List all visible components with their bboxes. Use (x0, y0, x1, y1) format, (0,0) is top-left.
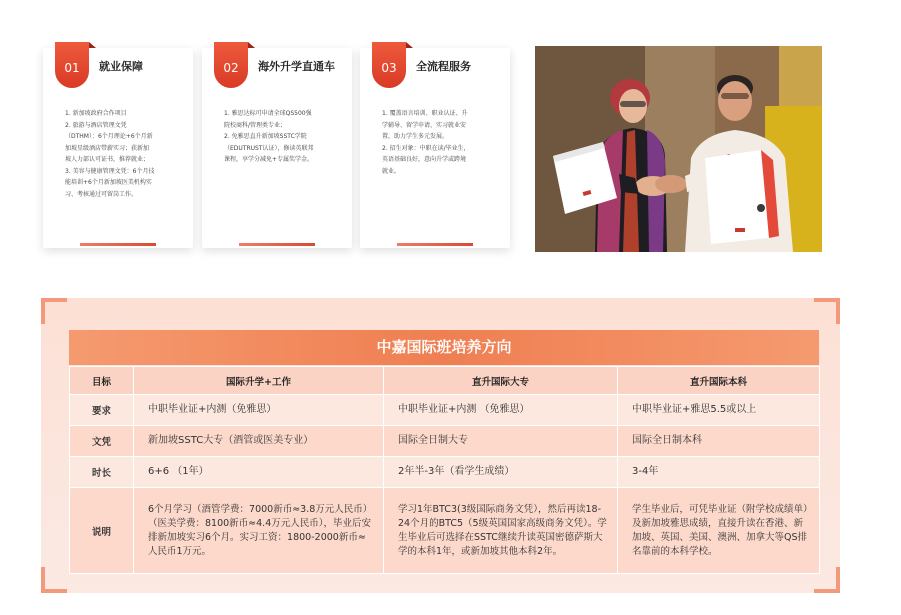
frame-corner-top-left (41, 298, 67, 324)
badge-fold (89, 42, 96, 48)
card-line: 院校商科/管理类专业； (224, 121, 287, 129)
program-direction-table (69, 366, 820, 574)
header-diploma: 直升国际大专 (384, 367, 618, 395)
feature-card-employment (43, 48, 193, 248)
card-line: 2. 免雅思直升新加坡SSTC学院 (224, 133, 307, 140)
table-cell: 2年半-3年（看学生成绩） (384, 457, 618, 488)
row-label: 时长 (70, 457, 134, 488)
card-line: 课程，享学分减免+专属奖学金。 (224, 156, 314, 163)
handshake-photo (535, 46, 822, 252)
row-label: 文凭 (70, 426, 134, 457)
card-line: 1. 新加坡政府合作项目 (65, 110, 127, 117)
card-line: 习、考核通过可留岗工作。 (65, 190, 138, 198)
row-label: 说明 (70, 488, 134, 574)
card-line: 英语基础良好，意向升学或跨境 (382, 156, 467, 163)
card-line: 2. 招生对象：中职在读/毕业生， (382, 144, 470, 152)
feature-card-full-service (360, 48, 510, 248)
feature-card-overseas-study (202, 48, 352, 248)
card-line: 1. 雅思达标可申请全球QS500强 (224, 110, 312, 117)
table-cell: 国际全日制本科 (618, 426, 820, 457)
header-study-work: 国际升学+工作 (134, 367, 384, 395)
card-line: （DTHM）：6个月理论+6个月新 (65, 133, 153, 140)
card-line: （EDUTRUST认证），修读英联邦 (224, 144, 314, 152)
card-bottom-bar (397, 243, 473, 246)
table-cell: 中职毕业证+内测（免雅思） (134, 395, 384, 426)
header-bachelor: 直升国际本科 (618, 367, 820, 395)
table-row (70, 457, 820, 488)
frame-corner-bottom-left (41, 567, 67, 593)
card-line: 学辅导、留学申请、实习就业安 (382, 121, 467, 129)
table-row (70, 426, 820, 457)
table-cell: 3-4年 (618, 457, 820, 488)
table-cell: 中职毕业证+雅思5.5或以上 (618, 395, 820, 426)
header-goal: 目标 (70, 367, 134, 395)
card-line: 就业。 (382, 167, 401, 175)
card-title: 就业保障 (99, 60, 143, 73)
card-line: 2. 旅游与酒店管理文凭 (65, 121, 127, 129)
table-cell: 中职毕业证+内测 （免雅思） (384, 395, 618, 426)
badge-fold (248, 42, 255, 48)
badge-fold (406, 42, 413, 48)
card-title: 全流程服务 (416, 60, 471, 73)
card-line: 3. 美容与健康管理文凭：6个月技 (65, 167, 155, 175)
frame-corner-top-right (814, 298, 840, 324)
row-label: 要求 (70, 395, 134, 426)
card-body (65, 108, 181, 200)
card-line: 坡人力部认可证书，推荐就业； (65, 156, 150, 163)
card-number-badge: 03 (372, 42, 406, 88)
table-row (70, 488, 820, 574)
table-cell: 6+6 （1年） (134, 457, 384, 488)
table-cell: 国际全日制大专 (384, 426, 618, 457)
table-header-row (70, 367, 820, 395)
card-number-badge: 01 (55, 42, 89, 88)
table-title: 中嘉国际班培养方向 (69, 330, 819, 365)
card-bottom-bar (80, 243, 156, 246)
card-body (382, 108, 498, 177)
card-body (224, 108, 340, 166)
card-title: 海外升学直通车 (258, 60, 335, 73)
card-line: 加坡星级酒店带薪实习；获新加 (65, 144, 150, 152)
card-line: 1. 覆盖语言培训、职业认证、升 (382, 110, 468, 117)
table-cell: 学习1年BTC3(3级国际商务文凭），然后再读18-24个月的BTC5（5级英国国家高级商务文凭）。学生毕业后可选择在SSTC继续升读英国密德萨斯大学的本科1年，或新加坡其他本科2年。 (384, 488, 618, 574)
table-cell: 新加坡SSTC大专（酒管或医美专业） (134, 426, 384, 457)
card-number-badge: 02 (214, 42, 248, 88)
handshake-photo-illustration (535, 46, 822, 252)
card-bottom-bar (239, 243, 315, 246)
table-cell: 学生毕业后，可凭毕业证（附学校成绩单）及新加坡雅思成绩，直接升读在香港、新加坡、英国、美国、澳洲、加拿大等QS排名靠前的本科学校。 (618, 488, 820, 574)
card-line: 能培训+6个月新加坡医美机构实 (65, 179, 152, 186)
card-line: 置，助力学生多元发展。 (382, 133, 449, 140)
table-cell: 6个月学习（酒管学费：7000新币≈3.8万元人民币）（医美学费：8100新币≈4.4万元人民币），毕业后安排新加坡实习6个月。实习工资：1800-2000新币≈人民币1万元。 (134, 488, 384, 574)
table-row (70, 395, 820, 426)
